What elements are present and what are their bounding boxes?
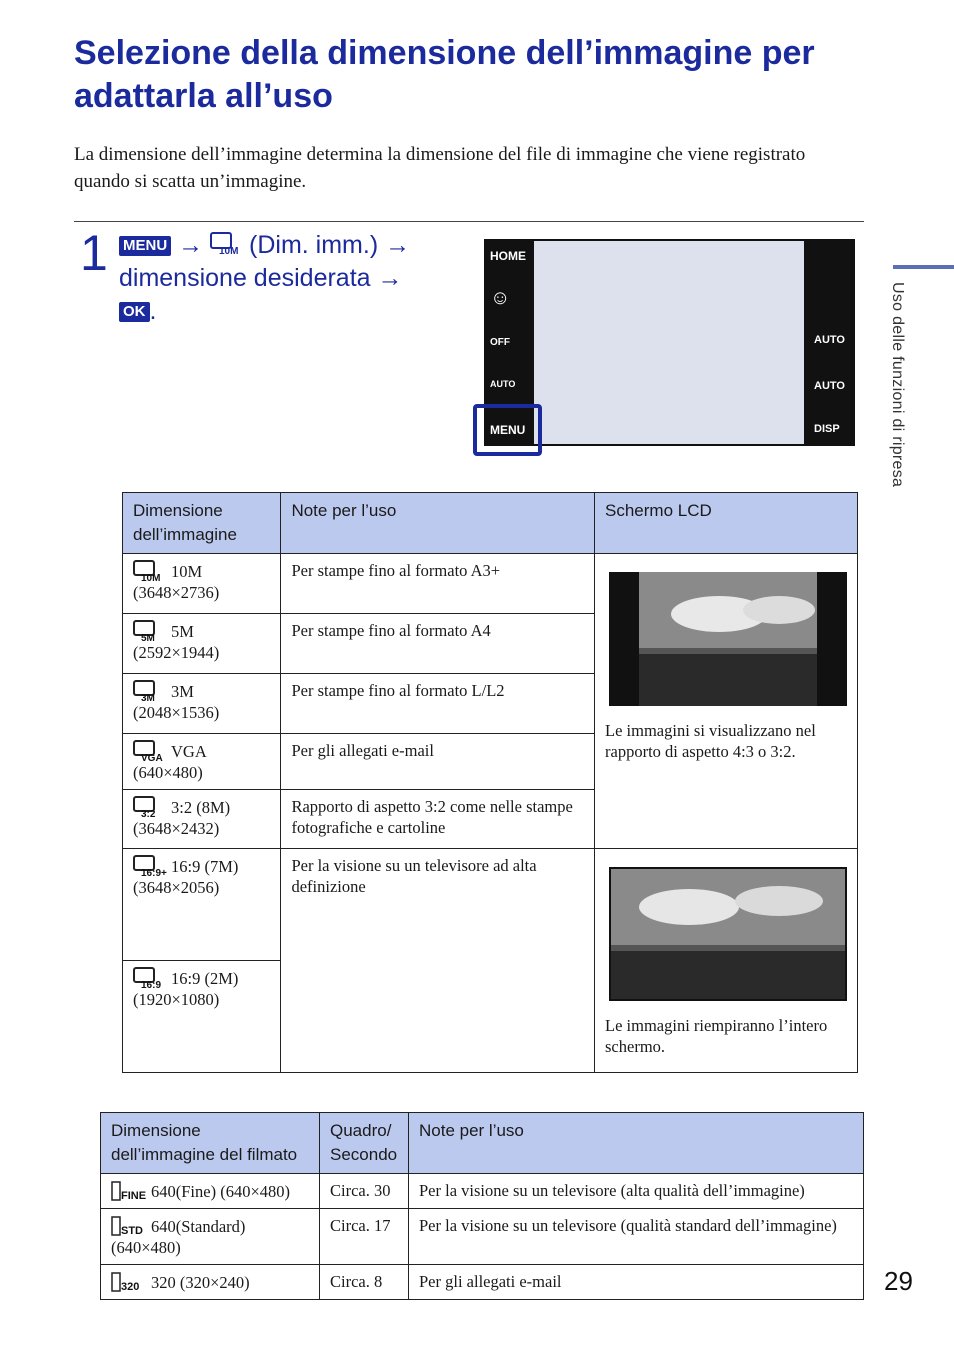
table-row xyxy=(123,849,858,961)
divider xyxy=(74,221,864,222)
size-vga-icon xyxy=(133,742,171,761)
column-header: Note per l’uso xyxy=(281,493,595,554)
table-row xyxy=(101,1265,864,1300)
movie-size-label: 320 (320×240) xyxy=(151,1273,250,1292)
lcd-preview-43 xyxy=(609,572,847,706)
camera-viewfinder xyxy=(534,241,804,444)
size-cell xyxy=(123,674,281,734)
scene-auto-icon[interactable]: AUTO xyxy=(490,379,516,389)
lcd-note-43: Le immagini si visualizzano nel rapporto di aspetto 4:3 o 3:2. xyxy=(605,721,816,761)
movie-size-label: 640(Standard) (640×480) xyxy=(111,1217,246,1257)
movie-std-icon xyxy=(111,1217,151,1236)
arrow-icon: → xyxy=(178,231,204,259)
column-header: Note per l’uso xyxy=(409,1113,864,1174)
size-label: 10M xyxy=(171,562,203,581)
size-cell xyxy=(123,614,281,674)
size-cell xyxy=(123,554,281,614)
movie-size-table xyxy=(100,1112,864,1300)
menu-highlight xyxy=(473,404,542,456)
size-icon-text: 3:2 xyxy=(141,809,156,818)
movie-size-label: 640(Fine) (640×480) xyxy=(151,1182,290,1201)
lcd-note-169: Le immagini riempiranno l’intero schermo. xyxy=(605,1016,828,1056)
menu-button[interactable]: MENU xyxy=(490,423,526,437)
size-5m-icon xyxy=(133,622,171,641)
movie-icon-text: FINE xyxy=(121,1190,147,1202)
column-header: Dimensione dell’immagine xyxy=(123,493,281,554)
size-label: 3M xyxy=(171,682,194,701)
smile-icon[interactable]: ☺ xyxy=(490,287,511,309)
note-cell: Per la visione su un televisore (alta qualità dell’immagine) xyxy=(409,1174,864,1209)
lcd-preview-169 xyxy=(609,867,847,1001)
table-header-row xyxy=(123,493,858,554)
table-row xyxy=(101,1209,864,1265)
note-cell: Rapporto di aspetto 3:2 come nelle stampe fotografiche e cartoline xyxy=(281,790,595,849)
menu-badge: MENU xyxy=(119,236,171,256)
column-header: Schermo LCD xyxy=(595,493,858,554)
size-icon-text: 3M xyxy=(141,693,155,702)
movie-size-cell xyxy=(101,1209,320,1265)
size-cell xyxy=(123,849,281,961)
size-16-9-plus-icon xyxy=(133,857,171,876)
fps-cell: Circa. 17 xyxy=(320,1209,409,1265)
lcd-cell-169 xyxy=(595,849,858,1073)
size-label: 3:2 (8M) xyxy=(171,798,231,817)
movie-icon-text: 320 xyxy=(121,1281,140,1293)
movie-320-icon xyxy=(111,1273,151,1292)
movie-icon-text: STD xyxy=(121,1225,143,1237)
note-cell: Per gli allegati e-mail xyxy=(281,734,595,790)
size-dims: (2048×1536) xyxy=(133,703,220,722)
table-row xyxy=(101,1174,864,1209)
page-title: Selezione della dimensione dell’immagine per adattarla all’uso xyxy=(74,34,815,115)
note-cell: Per la visione su un televisore (qualità standard dell’immagine) xyxy=(409,1209,864,1265)
note-cell: Per gli allegati e-mail xyxy=(409,1265,864,1300)
svg-text:10M: 10M xyxy=(219,246,239,255)
fps-cell: Circa. 30 xyxy=(320,1174,409,1209)
size-dims: (3648×2056) xyxy=(133,878,220,897)
step-number: 1 xyxy=(80,225,108,281)
self-timer-off-icon[interactable]: OFF xyxy=(490,337,510,348)
step-instruction xyxy=(119,229,459,328)
size-3m-icon xyxy=(133,682,171,701)
size-dims: (2592×1944) xyxy=(133,643,220,662)
step-part1: (Dim. imm.) xyxy=(249,231,379,259)
arrow-icon: → xyxy=(385,231,411,259)
home-button[interactable]: HOME xyxy=(490,249,526,263)
size-10m-icon xyxy=(133,562,171,581)
note-cell: Per stampe fino al formato A4 xyxy=(281,614,595,674)
size-label: 16:9 (2M) xyxy=(171,969,239,988)
note-cell: Per stampe fino al formato L/L2 xyxy=(281,674,595,734)
flash-auto-icon[interactable]: AUTO xyxy=(814,334,845,346)
size-cell xyxy=(123,734,281,790)
size-dims: (1920×1080) xyxy=(133,990,220,1009)
note-cell: Per stampe fino al formato A3+ xyxy=(281,554,595,614)
size-cell xyxy=(123,961,281,1073)
intro-paragraph: La dimensione dell’immagine determina la dimensione del file di immagine che viene registrato quando si scatta un’immagine. xyxy=(74,144,806,192)
size-dims: (640×480) xyxy=(133,763,203,782)
side-tab-bar xyxy=(893,265,954,269)
page-number: 29 xyxy=(884,1266,913,1296)
image-size-table xyxy=(122,492,858,1073)
size-16-9-icon xyxy=(133,969,171,988)
side-tab-label: Uso delle funzioni di ripresa xyxy=(889,282,906,488)
note-cell: Per la visione su un televisore ad alta definizione xyxy=(281,849,595,1073)
movie-size-cell xyxy=(101,1265,320,1300)
size-icon-text: 16:9+ xyxy=(141,868,167,877)
size-icon-text: 16:9 xyxy=(141,980,162,989)
size-dims: (3648×2736) xyxy=(133,583,220,602)
column-header: Dimensione dell’immagine del filmato xyxy=(101,1113,320,1174)
movie-fine-icon xyxy=(111,1182,151,1201)
size-label: 5M xyxy=(171,622,194,641)
size-icon-text: 10M xyxy=(141,573,161,582)
size-dims: (3648×2432) xyxy=(133,819,220,838)
disp-button[interactable]: DISP xyxy=(814,423,840,435)
size-label: 16:9 (7M) xyxy=(171,857,239,876)
macro-auto-icon[interactable]: AUTO xyxy=(814,380,845,392)
size-cell xyxy=(123,790,281,849)
image-size-icon xyxy=(210,231,242,255)
size-3-2-icon xyxy=(133,798,171,817)
step-part2: dimensione desiderata xyxy=(119,264,371,292)
arrow-icon: → xyxy=(377,264,403,292)
movie-size-cell xyxy=(101,1174,320,1209)
size-icon-text: VGA xyxy=(141,753,163,762)
size-label: VGA xyxy=(171,742,207,761)
fps-cell: Circa. 8 xyxy=(320,1265,409,1300)
table-row xyxy=(123,554,858,614)
column-header: Quadro/ Secondo xyxy=(320,1113,409,1174)
table-header-row xyxy=(101,1113,864,1174)
size-icon-text: 5M xyxy=(141,633,155,642)
ok-badge: OK xyxy=(119,302,150,322)
step-end: . xyxy=(149,297,157,325)
lcd-cell-43 xyxy=(595,554,858,849)
